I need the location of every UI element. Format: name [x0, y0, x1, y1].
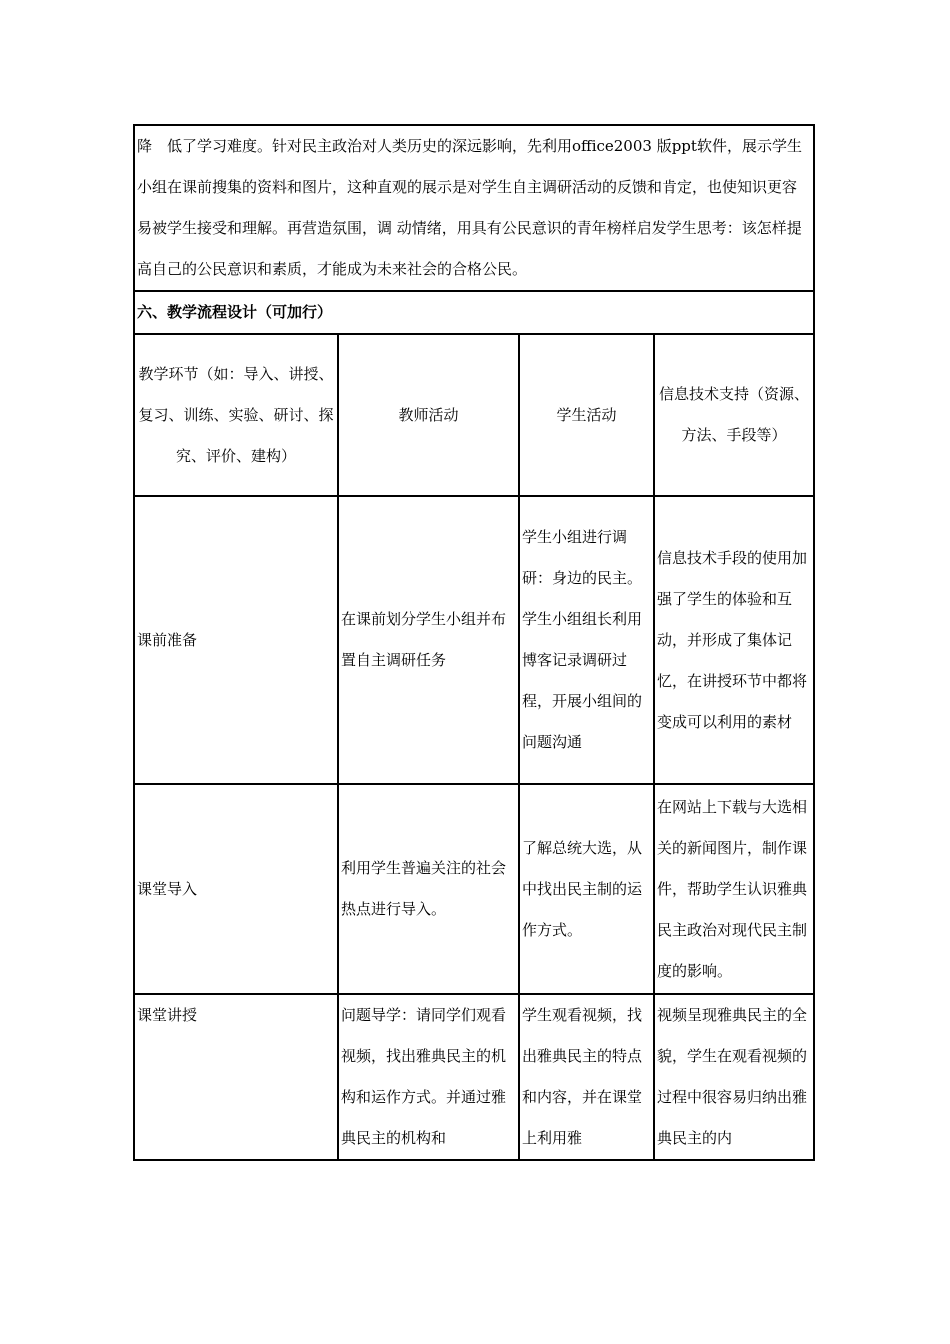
student-cell: 学生观看视频，找出雅典民主的特点和内容，并在课堂上利用雅	[519, 994, 654, 1160]
header-teacher: 教师活动	[338, 334, 519, 496]
stage-cell: 课前准备	[134, 496, 338, 784]
intro-row	[134, 125, 814, 291]
section-row	[134, 291, 814, 334]
table-row	[134, 784, 814, 994]
stage-cell: 课堂导入	[134, 784, 338, 994]
header-stage: 教学环节（如：导入、讲授、复习、训练、实验、研讨、探究、评价、建构）	[134, 334, 338, 496]
tech-cell: 在网站上下载与大选相关的新闻图片，制作课件，帮助学生认识雅典民主政治对现代民主制度的影响。	[654, 784, 814, 994]
teaching-design-table	[133, 124, 815, 1161]
header-student: 学生活动	[519, 334, 654, 496]
table-row	[134, 496, 814, 784]
teacher-cell: 在课前划分学生小组并布置自主调研任务	[338, 496, 519, 784]
table-row	[134, 994, 814, 1160]
tech-cell: 视频呈现雅典民主的全貌，学生在观看视频的过程中很容易归纳出雅典民主的内	[654, 994, 814, 1160]
header-tech: 信息技术支持（资源、方法、手段等）	[654, 334, 814, 496]
teacher-cell: 利用学生普遍关注的社会热点进行导入。	[338, 784, 519, 994]
section-title: 六、教学流程设计（可加行）	[134, 291, 814, 334]
student-cell: 了解总统大选，从中找出民主制的运作方式。	[519, 784, 654, 994]
student-cell: 学生小组进行调研：身边的民主。学生小组组长利用博客记录调研过程，开展小组间的问题沟通	[519, 496, 654, 784]
stage-cell: 课堂讲授	[134, 994, 338, 1160]
tech-cell: 信息技术手段的使用加强了学生的体验和互动，并形成了集体记忆，在讲授环节中都将变成可以利用的素材	[654, 496, 814, 784]
header-row	[134, 334, 814, 496]
intro-paragraph: 降 低了学习难度。针对民主政治对人类历史的深远影响，先利用office2003 版ppt软件，展示学生小组在课前搜集的资料和图片，这种直观的展示是对学生自主调研活动的反馈和肯定，也使知识更容易被学生接受和理解。再营造氛围，调 动情绪，用具有公民意识的青年榜样启发学生思考：该怎样提高自己的公民意识和素质，才能成为未来社会的合格公民。	[134, 125, 814, 291]
teacher-cell: 问题导学：请同学们观看视频，找出雅典民主的机构和运作方式。并通过雅典民主的机构和	[338, 994, 519, 1160]
